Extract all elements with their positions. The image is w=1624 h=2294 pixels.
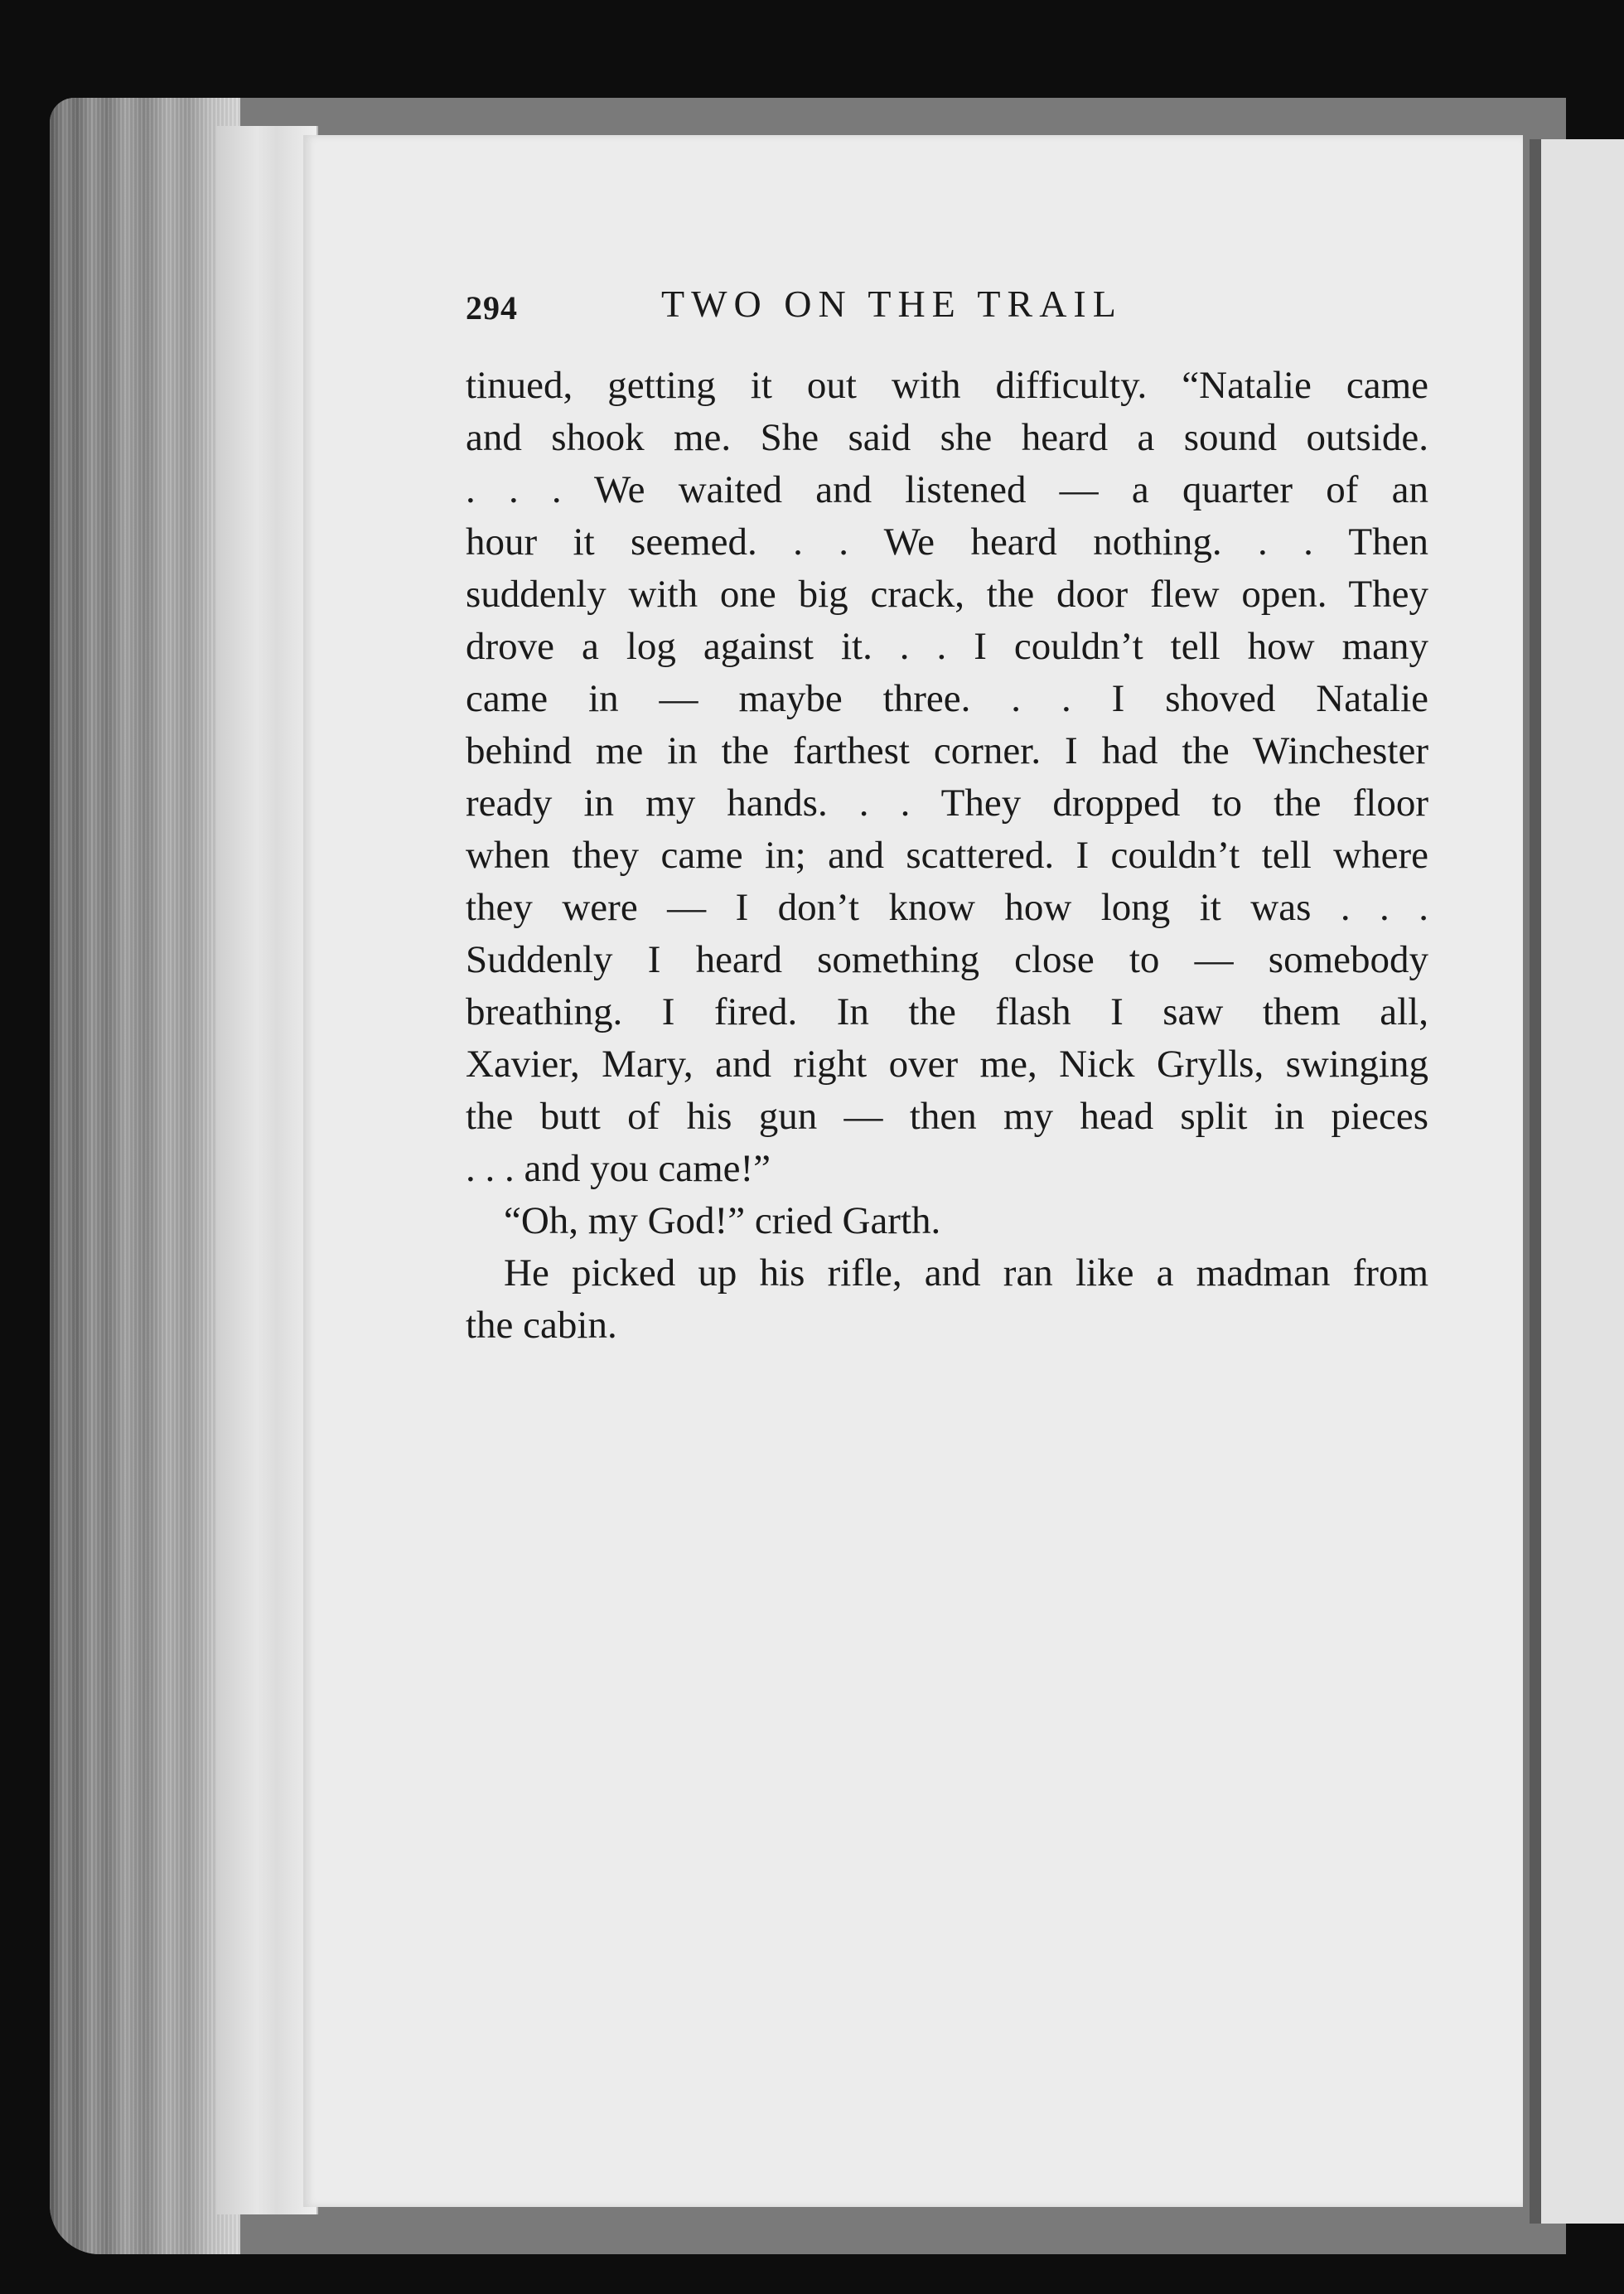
text-line: . . . We waited and listened — a quarter of an	[466, 468, 1428, 511]
text-line: breathing. I fired. In the flash I saw them all,	[466, 990, 1428, 1033]
text-line: drove a log against it. . . I couldn’t tell how many	[466, 625, 1428, 668]
running-head	[466, 282, 1428, 340]
body-text	[466, 360, 1428, 1352]
running-title: TWO ON THE TRAIL	[661, 283, 1123, 325]
text-line: Xavier, Mary, and right over me, Nick Grylls, swinging	[466, 1043, 1428, 1086]
text-line: behind me in the farthest corner. I had the Winchester	[466, 729, 1428, 772]
text-line: the butt of his gun — then my head split in pieces	[466, 1095, 1428, 1138]
text-line: “Oh, my God!” cried Garth.	[504, 1199, 941, 1242]
page-edges	[50, 98, 240, 2254]
text-line: they were — I don’t know how long it was . . .	[466, 886, 1428, 929]
page-number: 294	[466, 289, 518, 327]
text-line: the cabin.	[466, 1304, 617, 1347]
text-line: and shook me. She said she heard a sound outside.	[466, 416, 1428, 459]
text-line: when they came in; and scattered. I couldn’t tell where	[466, 834, 1428, 877]
text-line: ready in my hands. . . They dropped to the floor	[466, 782, 1428, 825]
text-line: He picked up his rifle, and ran like a madman from	[504, 1251, 1428, 1295]
text-line: hour it seemed. . . We heard nothing. . . Then	[466, 520, 1428, 564]
text-line: came in — maybe three. . . I shoved Natalie	[466, 677, 1428, 720]
text-line: tinued, getting it out with difficulty. “Natalie came	[466, 364, 1428, 407]
text-line: suddenly with one big crack, the door flew open. They	[466, 573, 1428, 616]
text-line: Suddenly I heard something close to — somebody	[466, 938, 1428, 981]
text-line: . . . and you came!”	[466, 1147, 771, 1190]
facing-page-edge	[1530, 139, 1624, 2224]
